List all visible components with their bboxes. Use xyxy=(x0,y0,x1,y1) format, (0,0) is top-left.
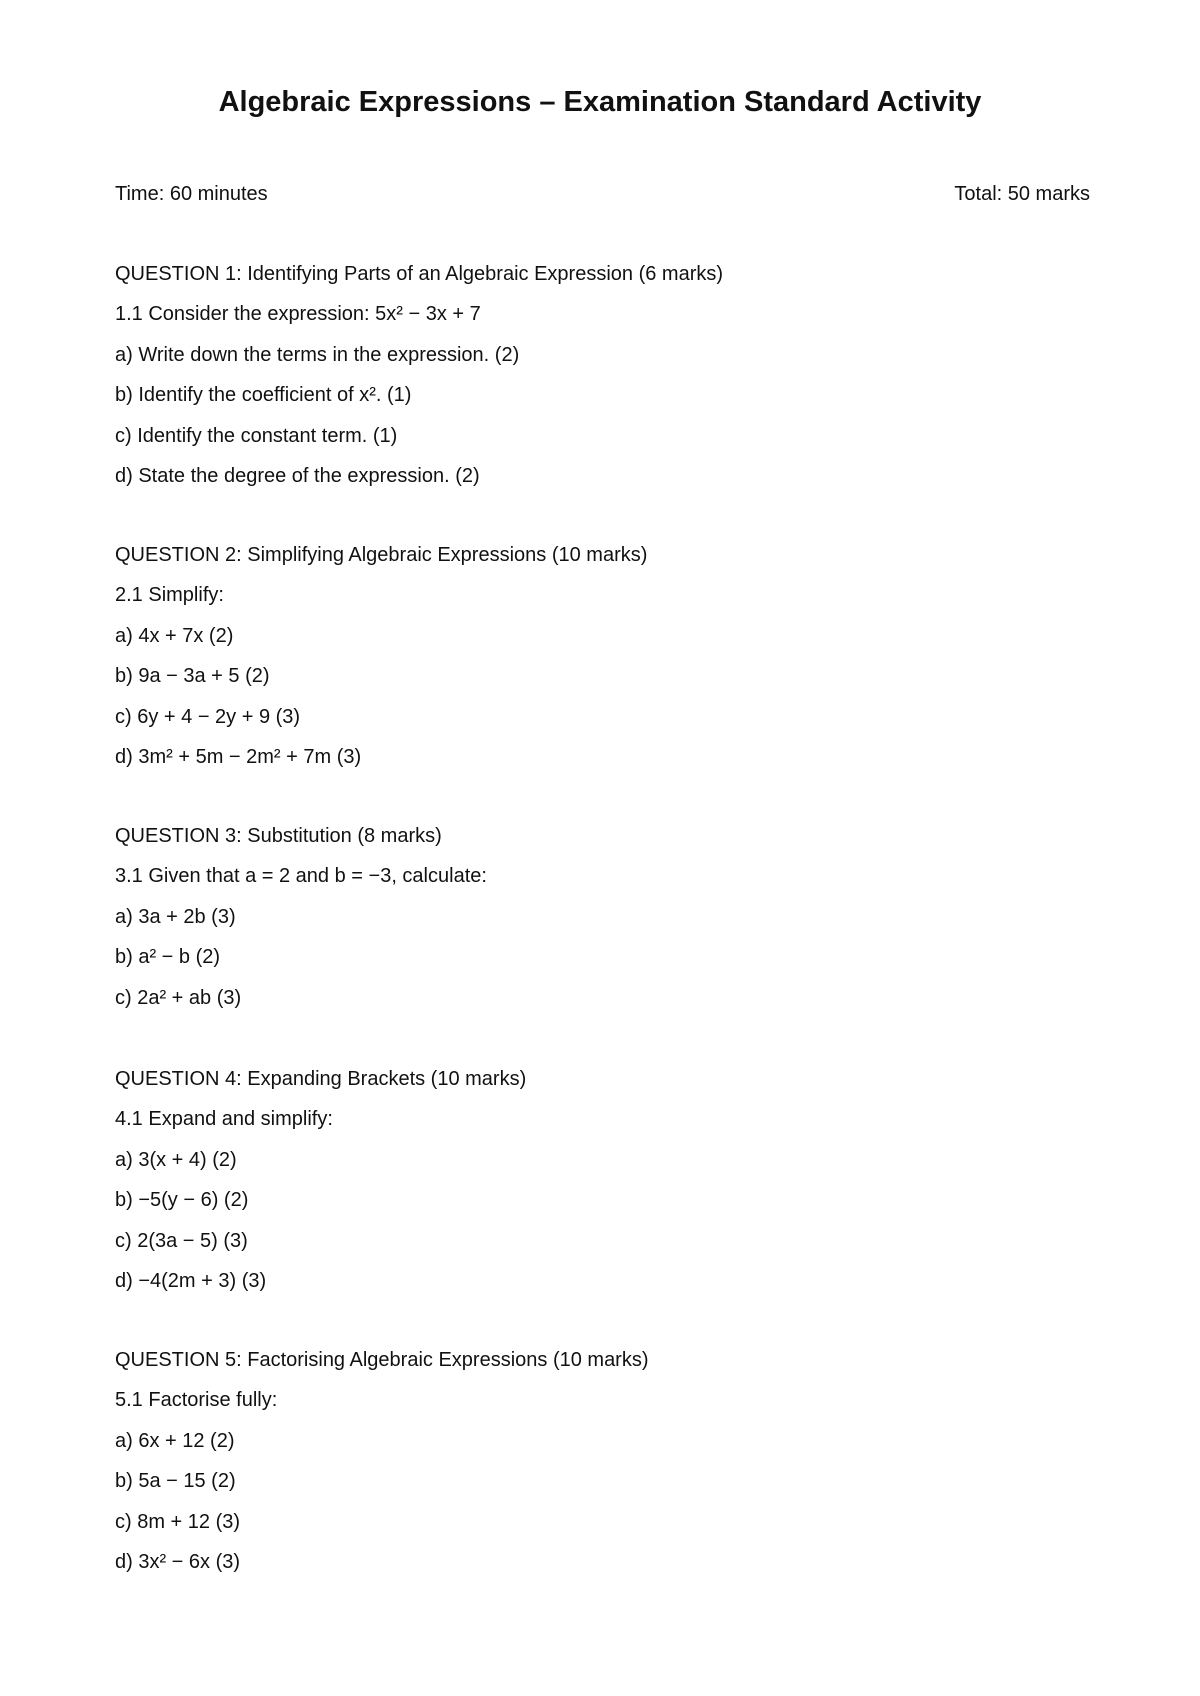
question-line: 4.1 Expand and simplify: xyxy=(115,1108,333,1131)
question-line: b) 5a − 15 (2) xyxy=(115,1470,236,1493)
question-line: b) a² − b (2) xyxy=(115,946,221,969)
question-line: c) 8m + 12 (3) xyxy=(115,1510,241,1533)
question-line: d) 3m² + 5m − 2m² + 7m (3) xyxy=(115,745,362,768)
question-line: a) Write down the terms in the expression. (2) xyxy=(115,343,520,366)
question-line: c) 2a² + ab (3) xyxy=(115,986,242,1009)
question-line: c) 6y + 4 − 2y + 9 (3) xyxy=(115,705,301,728)
question-heading: QUESTION 5: Factorising Algebraic Expressions (10 marks) xyxy=(115,1349,649,1371)
question-line: b) Identify the coefficient of x². (1) xyxy=(115,384,412,407)
question-line: c) 2(3a − 5) (3) xyxy=(115,1229,248,1252)
question-line: 2.1 Simplify: xyxy=(115,584,224,607)
question-line: b) 9a − 3a + 5 (2) xyxy=(115,665,270,688)
question-line: 1.1 Consider the expression: 5x² − 3x + 7 xyxy=(115,303,481,326)
question-line: a) 4x + 7x (2) xyxy=(115,624,234,647)
question-line: a) 6x + 12 (2) xyxy=(115,1429,235,1452)
question-line: d) 3x² − 6x (3) xyxy=(115,1550,241,1573)
question-heading: QUESTION 4: Expanding Brackets (10 marks) xyxy=(115,1068,527,1090)
question-heading: QUESTION 2: Simplifying Algebraic Expressions (10 marks) xyxy=(115,544,648,566)
question-line: a) 3(x + 4) (2) xyxy=(115,1148,237,1171)
question-heading: QUESTION 3: Substitution (8 marks) xyxy=(115,825,442,847)
question-4 xyxy=(115,1065,1095,1307)
question-line: a) 3a + 2b (3) xyxy=(115,905,236,928)
question-line: 5.1 Factorise fully: xyxy=(115,1389,278,1412)
total-marks: Total: 50 marks xyxy=(954,183,1090,205)
question-5 xyxy=(115,1346,1095,1588)
question-line: c) Identify the constant term. (1) xyxy=(115,424,398,447)
question-line: d) −4(2m + 3) (3) xyxy=(115,1269,267,1292)
question-line: d) State the degree of the expression. (2) xyxy=(115,464,480,487)
question-line: 3.1 Given that a = 2 and b = −3, calculate: xyxy=(115,865,487,888)
question-2 xyxy=(115,541,1095,783)
question-line: b) −5(y − 6) (2) xyxy=(115,1189,249,1212)
question-1 xyxy=(115,260,1095,502)
time-allowed: Time: 60 minutes xyxy=(115,183,268,205)
exam-meta xyxy=(115,180,1090,208)
question-3 xyxy=(115,822,1095,1024)
question-heading: QUESTION 1: Identifying Parts of an Algebraic Expression (6 marks) xyxy=(115,263,724,285)
document-title: Algebraic Expressions – Examination Standard Activity xyxy=(218,86,982,118)
